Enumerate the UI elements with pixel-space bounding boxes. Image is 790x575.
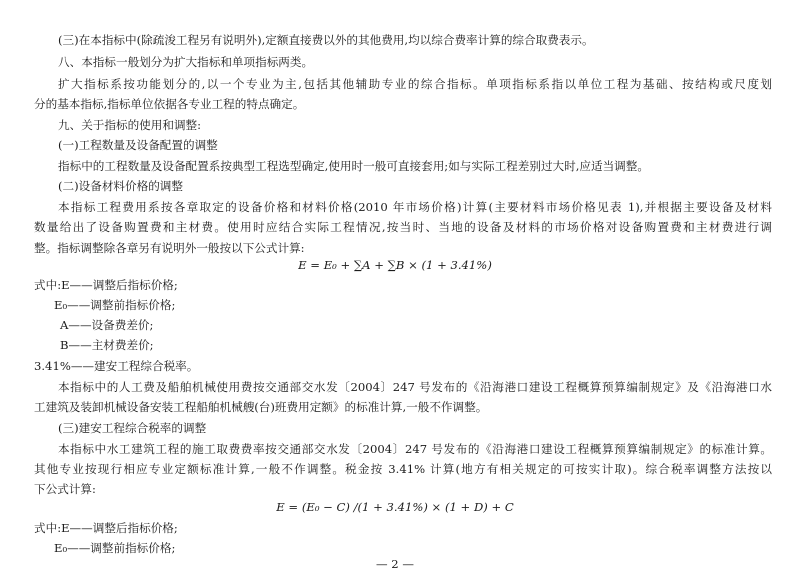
paragraph-line: (三)在本指标中(除疏浚工程另有说明外),定额直接费以外的其他费用,均以综合费率计算的综合取费表示。	[58, 33, 594, 47]
section-heading: 九、关于指标的使用和调整:	[58, 118, 202, 132]
paragraph-line: 数量给出了设备购置费和主材费。使用时应结合实际工程情况,按当时、当地的设备及材料的市场价格对设备购置费和主材费进行调	[34, 220, 772, 234]
paragraph-line: 工建筑及装卸机械设备安装工程船舶机械艘(台)班费用定额》的标准计算,一般不作调整。	[34, 400, 488, 414]
section-heading: 八、本指标一般划分为扩大指标和单项指标两类。	[58, 55, 314, 69]
subsection-heading: (一)工程数量及设备配置的调整	[58, 138, 218, 152]
formula-legend: B——主材费差价;	[60, 338, 154, 352]
formula-legend: E₀——调整前指标价格;	[54, 541, 176, 555]
formula-legend: 式中:E——调整后指标价格;	[34, 278, 178, 292]
formula-legend: E₀——调整前指标价格;	[54, 298, 176, 312]
subsection-heading: (三)建安工程综合税率的调整	[58, 421, 207, 435]
subsection-heading: (二)设备材料价格的调整	[58, 179, 183, 193]
paragraph-line: 其他专业按现行相应专业定额标准计算,一般不作调整。税金按 3.41% 计算(地方有相关规定的可按实计取)。综合税率调整方法按以	[34, 462, 772, 476]
formula-legend: 3.41%——建安工程综合税率。	[34, 359, 199, 373]
paragraph-line: 整。指标调整除各章另有说明外一般按以下公式计算:	[34, 241, 305, 255]
paragraph-line: 扩大指标系按功能划分的,以一个专业为主,包括其他辅助专业的综合指标。单项指标系指以单位工程为基础、按结构或尺度划	[58, 77, 772, 91]
formula-legend: 式中:E——调整后指标价格;	[34, 521, 178, 535]
paragraph-line: 分的基本指标,指标单位依据各专业工程的特点确定。	[34, 97, 305, 111]
paragraph-line: 下公式计算:	[34, 482, 96, 496]
paragraph-line: 本指标中水工建筑工程的施工取费费率按交通部交水发〔2004〕247 号发布的《沿海港口建设工程概算预算编制规定》的标准计算。	[58, 442, 772, 456]
formula: E = (E₀ − C) /(1 + 3.41%) × (1 + D) + C	[276, 500, 514, 514]
paragraph-line: 指标中的工程数量及设备配置系按典型工程选型确定,使用时一般可直接套用;如与实际工程差别过大时,应适当调整。	[58, 159, 649, 173]
paragraph-line: 本指标工程费用系按各章取定的设备价格和材料价格(2010 年市场价格)计算(主要材料市场价格见表 1),并根据主要设备及材料	[58, 200, 772, 214]
paragraph-line: 本指标中的人工费及船舶机械使用费按交通部交水发〔2004〕247 号发布的《沿海港口建设工程概算预算编制规定》及《沿海港口水	[58, 380, 772, 394]
page-number: — 2 —	[376, 557, 414, 571]
formula: E = E₀ + ∑A + ∑B × (1 + 3.41%)	[298, 258, 492, 272]
formula-legend: A——设备费差价;	[60, 318, 154, 332]
